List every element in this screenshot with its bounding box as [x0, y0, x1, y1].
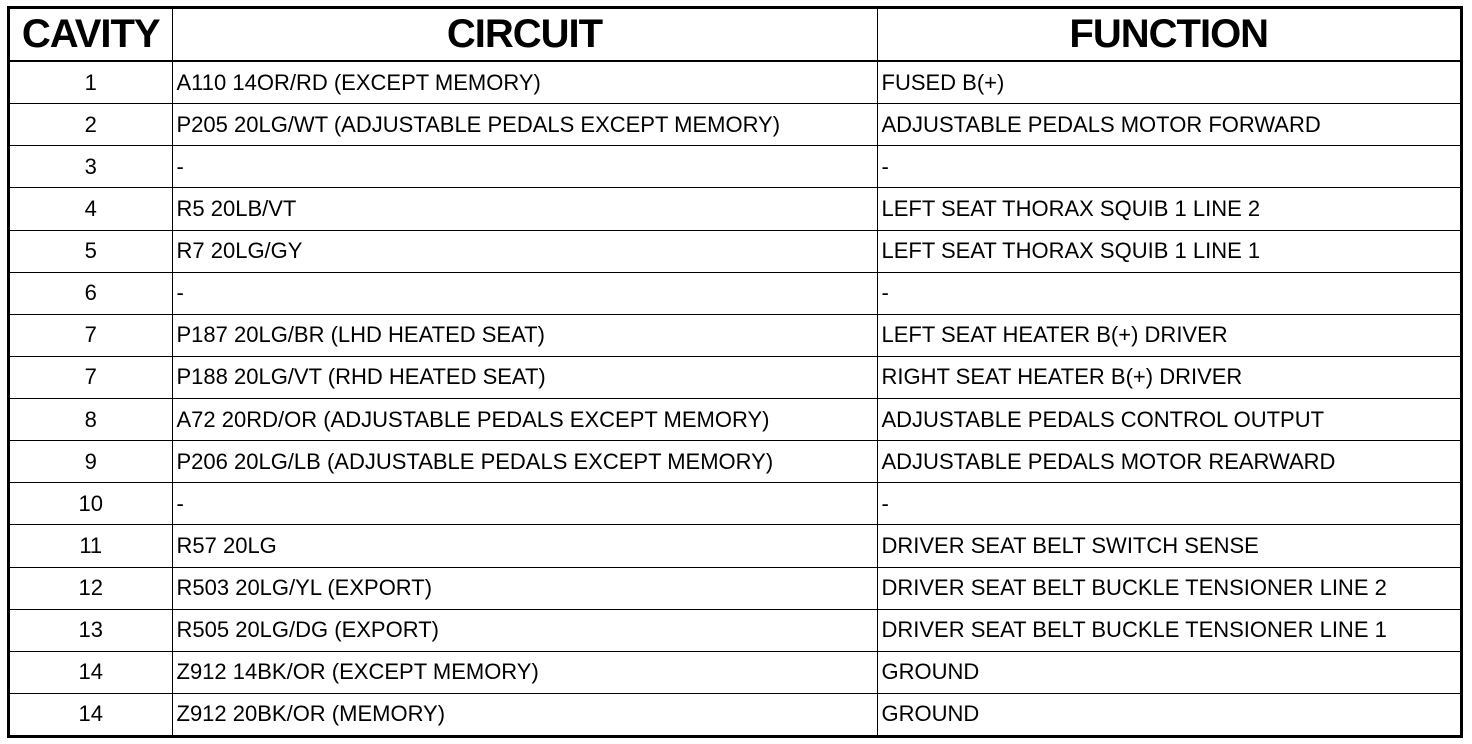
- circuit-cell: R7 20LG/GY: [172, 230, 877, 272]
- cavity-cell: 14: [10, 651, 172, 693]
- table-row: [10, 651, 1460, 693]
- connector-pinout-table: [10, 9, 1460, 735]
- circuit-cell: P188 20LG/VT (RHD HEATED SEAT): [172, 356, 877, 398]
- circuit-cell: R505 20LG/DG (EXPORT): [172, 609, 877, 651]
- header-cavity: CAVITY: [10, 9, 172, 61]
- connector-pinout-table-frame: [7, 6, 1463, 738]
- circuit-cell: P187 20LG/BR (LHD HEATED SEAT): [172, 314, 877, 356]
- header-function: FUNCTION: [877, 9, 1460, 61]
- cavity-cell: 2: [10, 104, 172, 146]
- circuit-cell: A72 20RD/OR (ADJUSTABLE PEDALS EXCEPT MEMORY): [172, 399, 877, 441]
- table-row: [10, 314, 1460, 356]
- cavity-cell: 14: [10, 693, 172, 735]
- function-cell: GROUND: [881, 701, 980, 727]
- table-row: [10, 146, 1460, 188]
- cavity-cell: 1: [10, 61, 172, 104]
- function-cell: FUSED B(+): [877, 61, 1460, 104]
- function-cell: -: [877, 483, 1460, 525]
- cavity-cell: 9: [10, 441, 172, 483]
- circuit-cell: R57 20LG: [172, 525, 877, 567]
- table-row: [10, 567, 1460, 609]
- table-row: [10, 399, 1460, 441]
- circuit-cell: P206 20LG/LB (ADJUSTABLE PEDALS EXCEPT MEMORY): [172, 441, 877, 483]
- cavity-cell: 12: [10, 567, 172, 609]
- table-row: [10, 61, 1460, 104]
- function-cell: LEFT SEAT THORAX SQUIB 1 LINE 1: [877, 230, 1460, 272]
- cavity-cell: 13: [10, 609, 172, 651]
- circuit-cell: A110 14OR/RD (EXCEPT MEMORY): [172, 61, 877, 104]
- table-row: [10, 356, 1460, 398]
- table-row: [10, 609, 1460, 651]
- circuit-cell: Z912 20BK/OR (MEMORY): [172, 693, 877, 735]
- cavity-cell: 10: [10, 483, 172, 525]
- cavity-cell: 6: [10, 272, 172, 314]
- function-cell: -: [877, 272, 1460, 314]
- function-cell: DRIVER SEAT BELT BUCKLE TENSIONER LINE 1: [877, 609, 1460, 651]
- function-cell: LEFT SEAT THORAX SQUIB 1 LINE 2: [877, 188, 1460, 230]
- circuit-cell: R503 20LG/YL (EXPORT): [172, 567, 877, 609]
- circuit-cell: -: [172, 146, 877, 188]
- cavity-cell: 7: [10, 314, 172, 356]
- circuit-cell: R5 20LB/VT: [172, 188, 877, 230]
- function-cell: ADJUSTABLE PEDALS MOTOR REARWARD: [877, 441, 1460, 483]
- table-header: [10, 9, 1460, 61]
- function-cell: DRIVER SEAT BELT SWITCH SENSE: [877, 525, 1460, 567]
- cavity-cell: 11: [10, 525, 172, 567]
- header-circuit: CIRCUIT: [172, 9, 877, 61]
- circuit-cell: P205 20LG/WT (ADJUSTABLE PEDALS EXCEPT MEMORY): [172, 104, 877, 146]
- function-cell: DRIVER SEAT BELT BUCKLE TENSIONER LINE 2: [877, 567, 1460, 609]
- circuit-cell: -: [172, 483, 877, 525]
- table-row: [10, 188, 1460, 230]
- cavity-cell: 5: [10, 230, 172, 272]
- header-row: [10, 9, 1460, 61]
- function-cell: ADJUSTABLE PEDALS MOTOR FORWARD: [877, 104, 1460, 146]
- cavity-cell: 8: [10, 399, 172, 441]
- circuit-cell: Z912 14BK/OR (EXCEPT MEMORY): [172, 651, 877, 693]
- table-row: [10, 483, 1460, 525]
- function-cell: -: [877, 146, 1460, 188]
- cavity-cell: 3: [10, 146, 172, 188]
- function-cell: GROUND: [877, 651, 1460, 693]
- circuit-cell: -: [172, 272, 877, 314]
- table-row: [10, 104, 1460, 146]
- table-row: [10, 441, 1460, 483]
- table-row: [10, 272, 1460, 314]
- function-cell: RIGHT SEAT HEATER B(+) DRIVER: [877, 356, 1460, 398]
- cavity-cell: 4: [10, 188, 172, 230]
- function-cell: ADJUSTABLE PEDALS CONTROL OUTPUT: [877, 399, 1460, 441]
- table-row: [10, 525, 1460, 567]
- table-row: [10, 230, 1460, 272]
- function-cell: LEFT SEAT HEATER B(+) DRIVER: [877, 314, 1460, 356]
- table-body: [10, 61, 1460, 735]
- cavity-cell: 7: [10, 356, 172, 398]
- table-row: [10, 693, 1460, 735]
